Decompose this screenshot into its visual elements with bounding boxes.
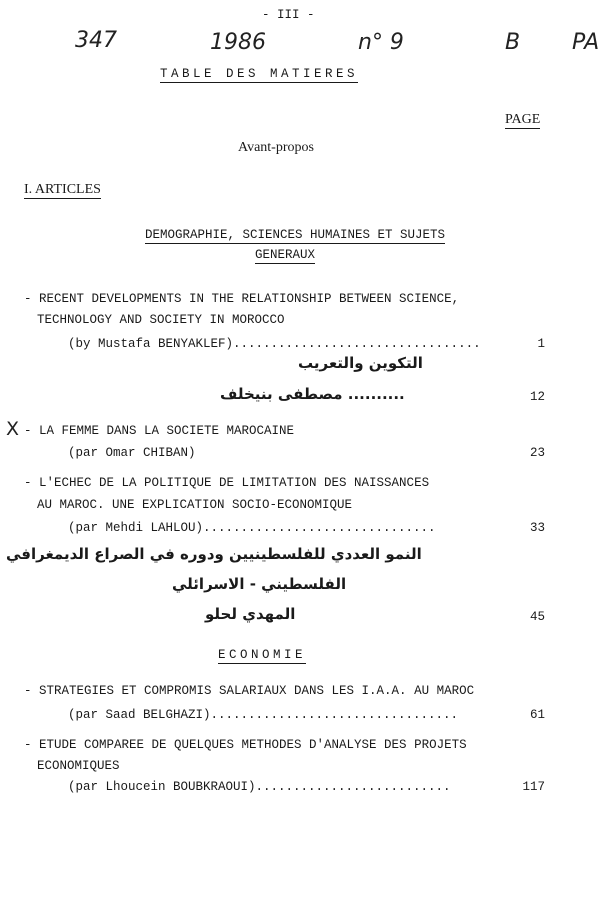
entry-page: 33 xyxy=(529,521,545,535)
entry-author-arabic: .......... مصطفى بنيخلف xyxy=(220,385,405,403)
entry-page: 117 xyxy=(522,780,545,794)
entry-page: 1 xyxy=(537,337,545,351)
entry-page: 45 xyxy=(529,610,545,624)
entry-title: - L'ECHEC DE LA POLITIQUE DE LIMITATION DES NAISSANCES xyxy=(24,476,430,490)
subsection-title: DEMOGRAPHIE, SCIENCES HUMAINES ET SUJETS xyxy=(145,228,446,242)
entry-author: (par Lhoucein BOUBKRAOUI).......................... xyxy=(68,780,451,794)
entry-author-arabic: المهدي لحلو xyxy=(205,605,296,623)
page-column-header: PAGE xyxy=(505,112,541,127)
entry-title: - RECENT DEVELOPMENTS IN THE RELATIONSHIP BETWEEN SCIENCE, xyxy=(24,292,460,306)
entry-title-line2: ECONOMIQUES xyxy=(37,759,120,773)
entry-page: 61 xyxy=(529,708,545,722)
entry-title: - STRATEGIES ET COMPROMIS SALARIAUX DANS LES I.A.A. AU MAROC xyxy=(24,684,475,698)
entry-title-arabic-line2: الفلسطيني - الاسرائلي xyxy=(172,575,347,593)
entry-title: - ETUDE COMPAREE DE QUELQUES METHODES D'ANALYSE DES PROJETS xyxy=(24,738,467,752)
document-title: TABLE DES MATIERES xyxy=(160,67,359,81)
entry-author: (par Saad BELGHAZI)................................. xyxy=(68,708,459,722)
entry-title-arabic: التكوين والتعريب xyxy=(298,354,423,372)
subsection-title: ECONOMIE xyxy=(218,648,307,662)
section-heading: I. ARTICLES xyxy=(24,182,101,197)
subsection-title-line2: GENERAUX xyxy=(255,248,316,262)
entry-author: (par Mehdi LAHLOU)............................... xyxy=(68,521,436,535)
entry-title-arabic: النمو العددي للفلسطينيين ودوره في الصراع الديمغرافي xyxy=(6,545,422,563)
foreword: Avant-propos xyxy=(238,140,314,155)
handwritten-x-mark: X xyxy=(6,418,20,440)
handwritten-year: 1986 xyxy=(210,30,266,55)
entry-title-line2: AU MAROC. UNE EXPLICATION SOCIO-ECONOMIQUE xyxy=(37,498,353,512)
entry-author: (par Omar CHIBAN) xyxy=(68,446,196,460)
entry-title: - LA FEMME DANS LA SOCIETE MAROCAINE xyxy=(24,424,295,438)
handwritten-mark-b: B xyxy=(505,30,521,55)
entry-title-line2: TECHNOLOGY AND SOCIETY IN MOROCCO xyxy=(37,313,285,327)
handwritten-mark-pa: PA xyxy=(572,30,600,55)
entry-page: 12 xyxy=(529,390,545,404)
handwritten-issue: n° 9 xyxy=(358,30,404,55)
entry-page: 23 xyxy=(529,446,545,460)
handwritten-code: 347 xyxy=(75,28,117,53)
entry-author: (by Mustafa BENYAKLEF)................................. xyxy=(68,337,481,351)
page-number: - III - xyxy=(262,8,315,22)
